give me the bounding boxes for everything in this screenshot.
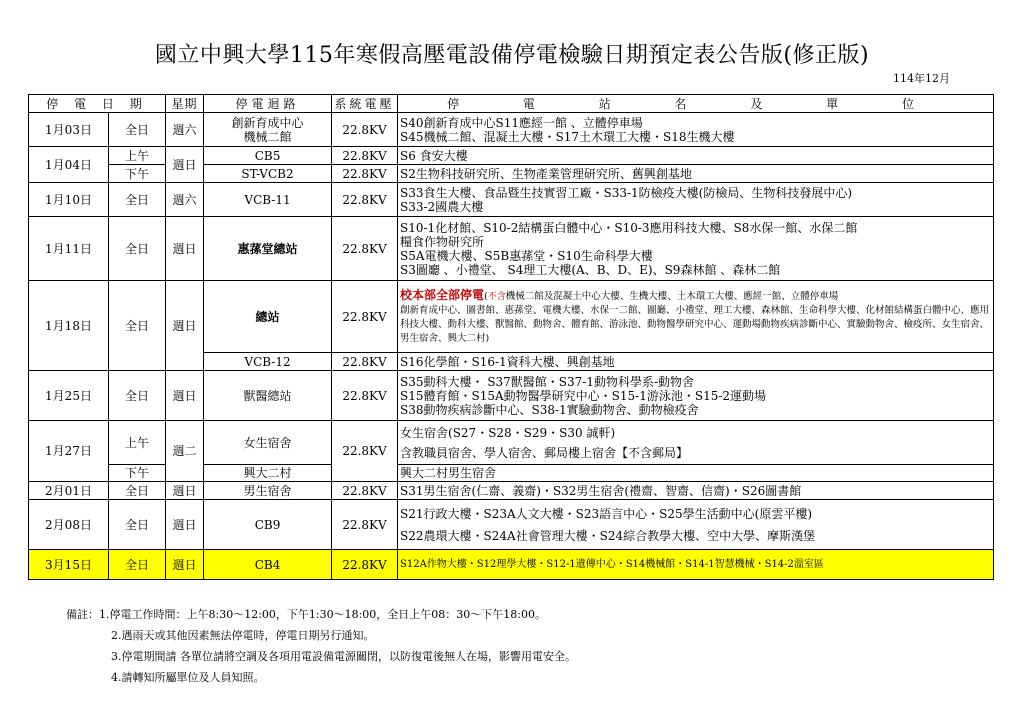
header-date: 停 電 日 期 bbox=[29, 95, 166, 113]
table-row bbox=[29, 113, 994, 147]
page-title: 國立中興大學115年寒假高壓電設備停電檢驗日期預定表公告版(修正版) bbox=[154, 43, 870, 68]
cell-units: S33食生大樓、食品暨生技實習工廠・S33-1防檢疫大樓(防檢局、生物科技發展中心) S33-2國農大樓 bbox=[398, 183, 994, 217]
cell-period: 全日 bbox=[109, 482, 166, 500]
cell-units: S35動科大樓・ S37獸醫館・S37-1動物科學系-動物舍 S15體育館・S15A動物醫學研究中心・S15-1游泳池・S15-2運動場 S38動物疾病診斷中心、S38-1實驗動物舍、動物檢疫舍 bbox=[398, 371, 994, 421]
cell-units: S2生物科技研究所、生物產業管理研究所、舊興創基地 bbox=[398, 165, 994, 183]
cell-date: 1月25日 bbox=[29, 371, 109, 421]
table-row bbox=[29, 500, 994, 550]
cell-weekday: 週日 bbox=[166, 371, 204, 421]
cell-period: 上午 bbox=[109, 147, 166, 165]
cell-voltage: 22.8KV bbox=[332, 113, 398, 147]
cell-weekday: 週日 bbox=[166, 500, 204, 550]
full-outage-label: 校本部全部停電 bbox=[400, 287, 485, 302]
cell-units: S16化學館・S16-1資科大樓、興創基地 bbox=[398, 353, 994, 371]
cell-voltage: 22.8KV bbox=[332, 421, 398, 482]
note-4: 4.請轉知所屬單位及人員知照。 bbox=[111, 671, 265, 684]
table-row bbox=[29, 183, 994, 217]
cell-weekday: 週日 bbox=[166, 147, 204, 183]
cell-date: 1月03日 bbox=[29, 113, 109, 147]
cell-weekday: 週日 bbox=[166, 281, 204, 371]
cell-period: 下午 bbox=[109, 465, 166, 482]
cell-units: S6 食安大樓 bbox=[398, 147, 994, 165]
cell-circuit: VCB-12 bbox=[204, 353, 332, 371]
excluded-units: 機械二館及混凝土中心大樓、生機大樓、土木環工大樓、應經一館、立體停車場 創新育成中心、圖書館、惠蓀堂、電機大樓、水保一二館、圖廳、小禮堂、理工大樓、森林館、生命科學大樓、化材館結構蛋白體中心、應用科技大樓、動科大樓、獸醫館、動物舍、體育館、游泳池、動物醫學研究中心、運動場動物疾病診斷中心、實驗動物舍、檢疫所、女生宿舍、男生宿舍、興大二村) bbox=[400, 290, 990, 344]
cell-date: 1月11日 bbox=[29, 217, 109, 281]
cell-circuit: 興大二村 bbox=[204, 465, 332, 482]
cell-voltage: 22.8KV bbox=[332, 482, 398, 500]
header-weekday: 星期 bbox=[166, 95, 204, 113]
cell-date: 1月27日 bbox=[29, 421, 109, 482]
cell-voltage: 22.8KV bbox=[332, 217, 398, 281]
cell-weekday: 週二 bbox=[166, 421, 204, 482]
note-3: 3.停電期間請 各單位請將空調及各項用電設備電源關閉，以防復電後無人在場，影響用電安全。 bbox=[111, 650, 576, 663]
cell-circuit: 總站 bbox=[204, 281, 332, 353]
cell-voltage: 22.8KV bbox=[332, 353, 398, 371]
cell-date: 2月08日 bbox=[29, 500, 109, 550]
cell-weekday: 週日 bbox=[166, 482, 204, 500]
cell-period: 全日 bbox=[109, 183, 166, 217]
cell-units bbox=[398, 281, 994, 353]
header-voltage: 系統電壓 bbox=[332, 95, 398, 113]
cell-weekday: 週日 bbox=[166, 217, 204, 281]
cell-circuit: 惠蓀堂總站 bbox=[204, 217, 332, 281]
paren-open: ( bbox=[484, 290, 488, 302]
cell-units: 興大二村男生宿舍 bbox=[398, 465, 994, 482]
cell-period: 上午 bbox=[109, 421, 166, 465]
outage-schedule-table bbox=[28, 94, 994, 580]
cell-voltage: 22.8KV bbox=[332, 500, 398, 550]
table-row bbox=[29, 371, 994, 421]
table-row bbox=[29, 482, 994, 500]
cell-weekday: 週日 bbox=[166, 550, 204, 580]
cell-units: S12A作物大樓・S12理學大樓・S12-1遺傳中心・S14機械館・S14-1智慧機械・S14-2溫室區 bbox=[398, 550, 994, 580]
cell-circuit: 男生宿舍 bbox=[204, 482, 332, 500]
table-row bbox=[29, 421, 994, 465]
cell-date: 2月01日 bbox=[29, 482, 109, 500]
excluded-label: 不含 bbox=[487, 291, 506, 302]
table-row bbox=[29, 281, 994, 353]
header-circuit: 停電迴路 bbox=[204, 95, 332, 113]
cell-units: S21行政大樓・S23A人文大樓・S23語言中心・S25學生活動中心(原雲平樓) S22農環大樓・S24A社會管理大樓・S24綜合教學大樓、空中大學、摩斯漢堡 bbox=[398, 500, 994, 550]
cell-date: 1月18日 bbox=[29, 281, 109, 371]
cell-circuit: 創新育成中心 機械二館 bbox=[204, 113, 332, 147]
table-row bbox=[29, 217, 994, 281]
cell-circuit: CB5 bbox=[204, 147, 332, 165]
cell-voltage: 22.8KV bbox=[332, 281, 398, 353]
cell-circuit: CB9 bbox=[204, 500, 332, 550]
cell-period: 全日 bbox=[109, 281, 166, 371]
document-date: 114年12月 bbox=[893, 72, 950, 85]
cell-voltage: 22.8KV bbox=[332, 183, 398, 217]
cell-units: 女生宿舍(S27・S28・S29・S30 誠軒) 含教職員宿舍、學人宿舍、郵局樓上宿舍【不含郵局】 bbox=[398, 421, 994, 465]
cell-period: 全日 bbox=[109, 217, 166, 281]
cell-period: 全日 bbox=[109, 500, 166, 550]
table-header-row bbox=[29, 95, 994, 113]
cell-date: 3月15日 bbox=[29, 550, 109, 580]
table-row-highlighted bbox=[29, 550, 994, 580]
cell-period: 下午 bbox=[109, 165, 166, 183]
cell-weekday: 週六 bbox=[166, 183, 204, 217]
cell-units: S40創新育成中心S11應經一館 、立體停車場 S45機械二館、混凝土大樓・S17土木環工大樓・S18生機大樓 bbox=[398, 113, 994, 147]
header-units: 停 電 站 名 及 單 位 bbox=[398, 95, 994, 113]
cell-circuit: ST-VCB2 bbox=[204, 165, 332, 183]
cell-circuit: VCB-11 bbox=[204, 183, 332, 217]
cell-units: S31男生宿舍(仁齋、義齋)・S32男生宿舍(禮齋、智齋、信齋)・S26圖書館 bbox=[398, 482, 994, 500]
cell-circuit: 女生宿舍 bbox=[204, 421, 332, 465]
notes-section bbox=[66, 604, 576, 688]
cell-voltage: 22.8KV bbox=[332, 550, 398, 580]
cell-date: 1月04日 bbox=[29, 147, 109, 183]
cell-period: 全日 bbox=[109, 550, 166, 580]
note-1: 備註：1.停電工作時間：上午8:30～12:00，下午1:30～18:00，全日上午08：30～下午18:00。 bbox=[66, 608, 546, 621]
cell-date: 1月10日 bbox=[29, 183, 109, 217]
cell-voltage: 22.8KV bbox=[332, 165, 398, 183]
cell-units: S10-1化材館、S10-2結構蛋白體中心・S10-3應用科技大樓、S8水保一館、水保二館 糧食作物研究所 S5A電機大樓、S5B惠蓀堂・S10生命科學大樓 S3圖廳 、小禮堂、 S4理工大樓(A、B、D、E)、S9森林館 、森林二館 bbox=[398, 217, 994, 281]
cell-circuit: 獸醫總站 bbox=[204, 371, 332, 421]
cell-circuit: CB4 bbox=[204, 550, 332, 580]
table-row bbox=[29, 147, 994, 165]
note-2: 2.遇雨天或其他因素無法停電時，停電日期另行通知。 bbox=[111, 629, 375, 642]
cell-voltage: 22.8KV bbox=[332, 371, 398, 421]
cell-period: 全日 bbox=[109, 371, 166, 421]
cell-voltage: 22.8KV bbox=[332, 147, 398, 165]
cell-weekday: 週六 bbox=[166, 113, 204, 147]
cell-period: 全日 bbox=[109, 113, 166, 147]
